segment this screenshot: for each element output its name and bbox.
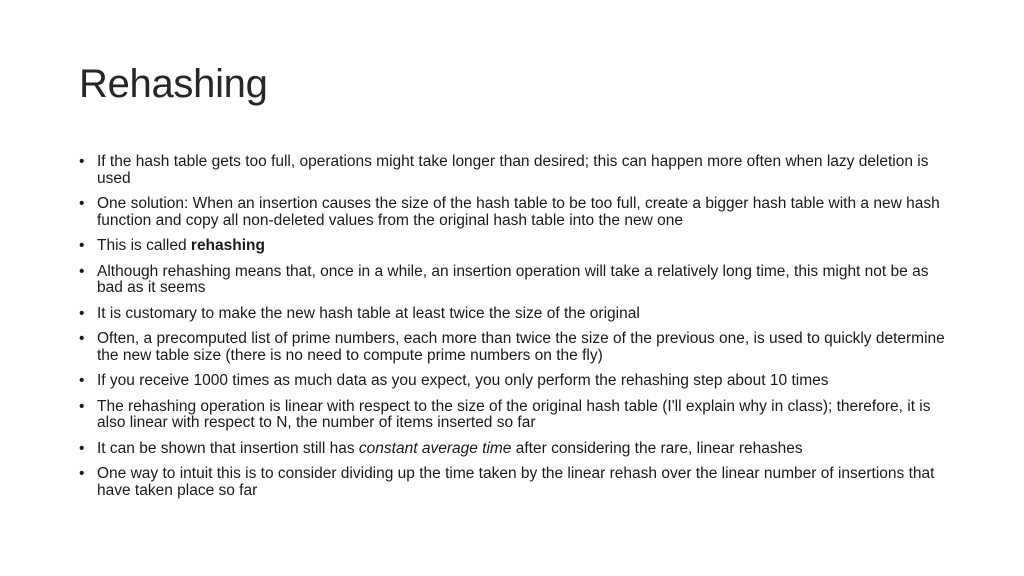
bullet-dot: • xyxy=(79,439,85,457)
bullet-dot: • xyxy=(79,195,85,212)
bullet-text-tail: after considering the rare, linear rehashes xyxy=(511,439,803,457)
bullet-item xyxy=(79,264,949,297)
bullet-text: Although rehashing means that, once in a while, an insertion operation will take a relatively long time, this might not be as bad as it seems xyxy=(97,262,929,296)
bullet-text: This is called xyxy=(97,237,191,254)
bullet-text: It can be shown that insertion still has xyxy=(97,439,359,457)
bullet-dot: • xyxy=(79,372,85,389)
bullet-text: Often, a precomputed list of prime numbers, each more than twice the size of the previous one, is used to quickly determine the new table size (there is no need to compute prime numbers on the fly) xyxy=(97,330,945,364)
bullet-dot: • xyxy=(79,262,85,280)
bullet-item xyxy=(79,331,949,364)
bullet-item xyxy=(79,466,949,499)
bullet-item xyxy=(79,441,949,458)
bullet-text: The rehashing operation is linear with respect to the size of the original hash table (I'll explain why in class); therefore, it is also linear with respect to N, the number of items inserted so far xyxy=(97,397,931,431)
bullet-item xyxy=(79,196,949,229)
bullet-bold-term: rehashing xyxy=(190,237,265,254)
bullet-dot: • xyxy=(79,397,85,415)
bullet-text: One solution: When an insertion causes the size of the hash table to be too full, create a bigger hash table with a new hash function and copy all non-deleted values from the original hash table into the new one xyxy=(97,195,940,229)
bullet-italic-term: constant average time xyxy=(358,439,512,457)
bullet-text: If you receive 1000 times as much data as you expect, you only perform the rehashing step about 10 times xyxy=(97,372,829,389)
bullet-list xyxy=(79,154,949,508)
bullet-dot: • xyxy=(79,237,85,254)
bullet-dot: • xyxy=(79,465,85,482)
bullet-text: If the hash table gets too full, operations might take longer than desired; this can happen more often when lazy deletion is used xyxy=(97,153,929,187)
bullet-dot: • xyxy=(79,330,85,347)
bullet-dot: • xyxy=(79,153,85,170)
bullet-text: It is customary to make the new hash table at least twice the size of the original xyxy=(97,304,640,322)
bullet-dot: • xyxy=(79,304,85,322)
bullet-text: One way to intuit this is to consider dividing up the time taken by the linear rehash over the linear number of insertions that have taken place so far xyxy=(97,465,935,499)
bullet-item xyxy=(79,373,949,390)
bullet-item xyxy=(79,238,949,255)
bullet-item xyxy=(79,154,949,187)
bullet-item xyxy=(79,399,949,432)
bullet-item xyxy=(79,306,949,323)
slide-title: Rehashing xyxy=(79,62,268,106)
